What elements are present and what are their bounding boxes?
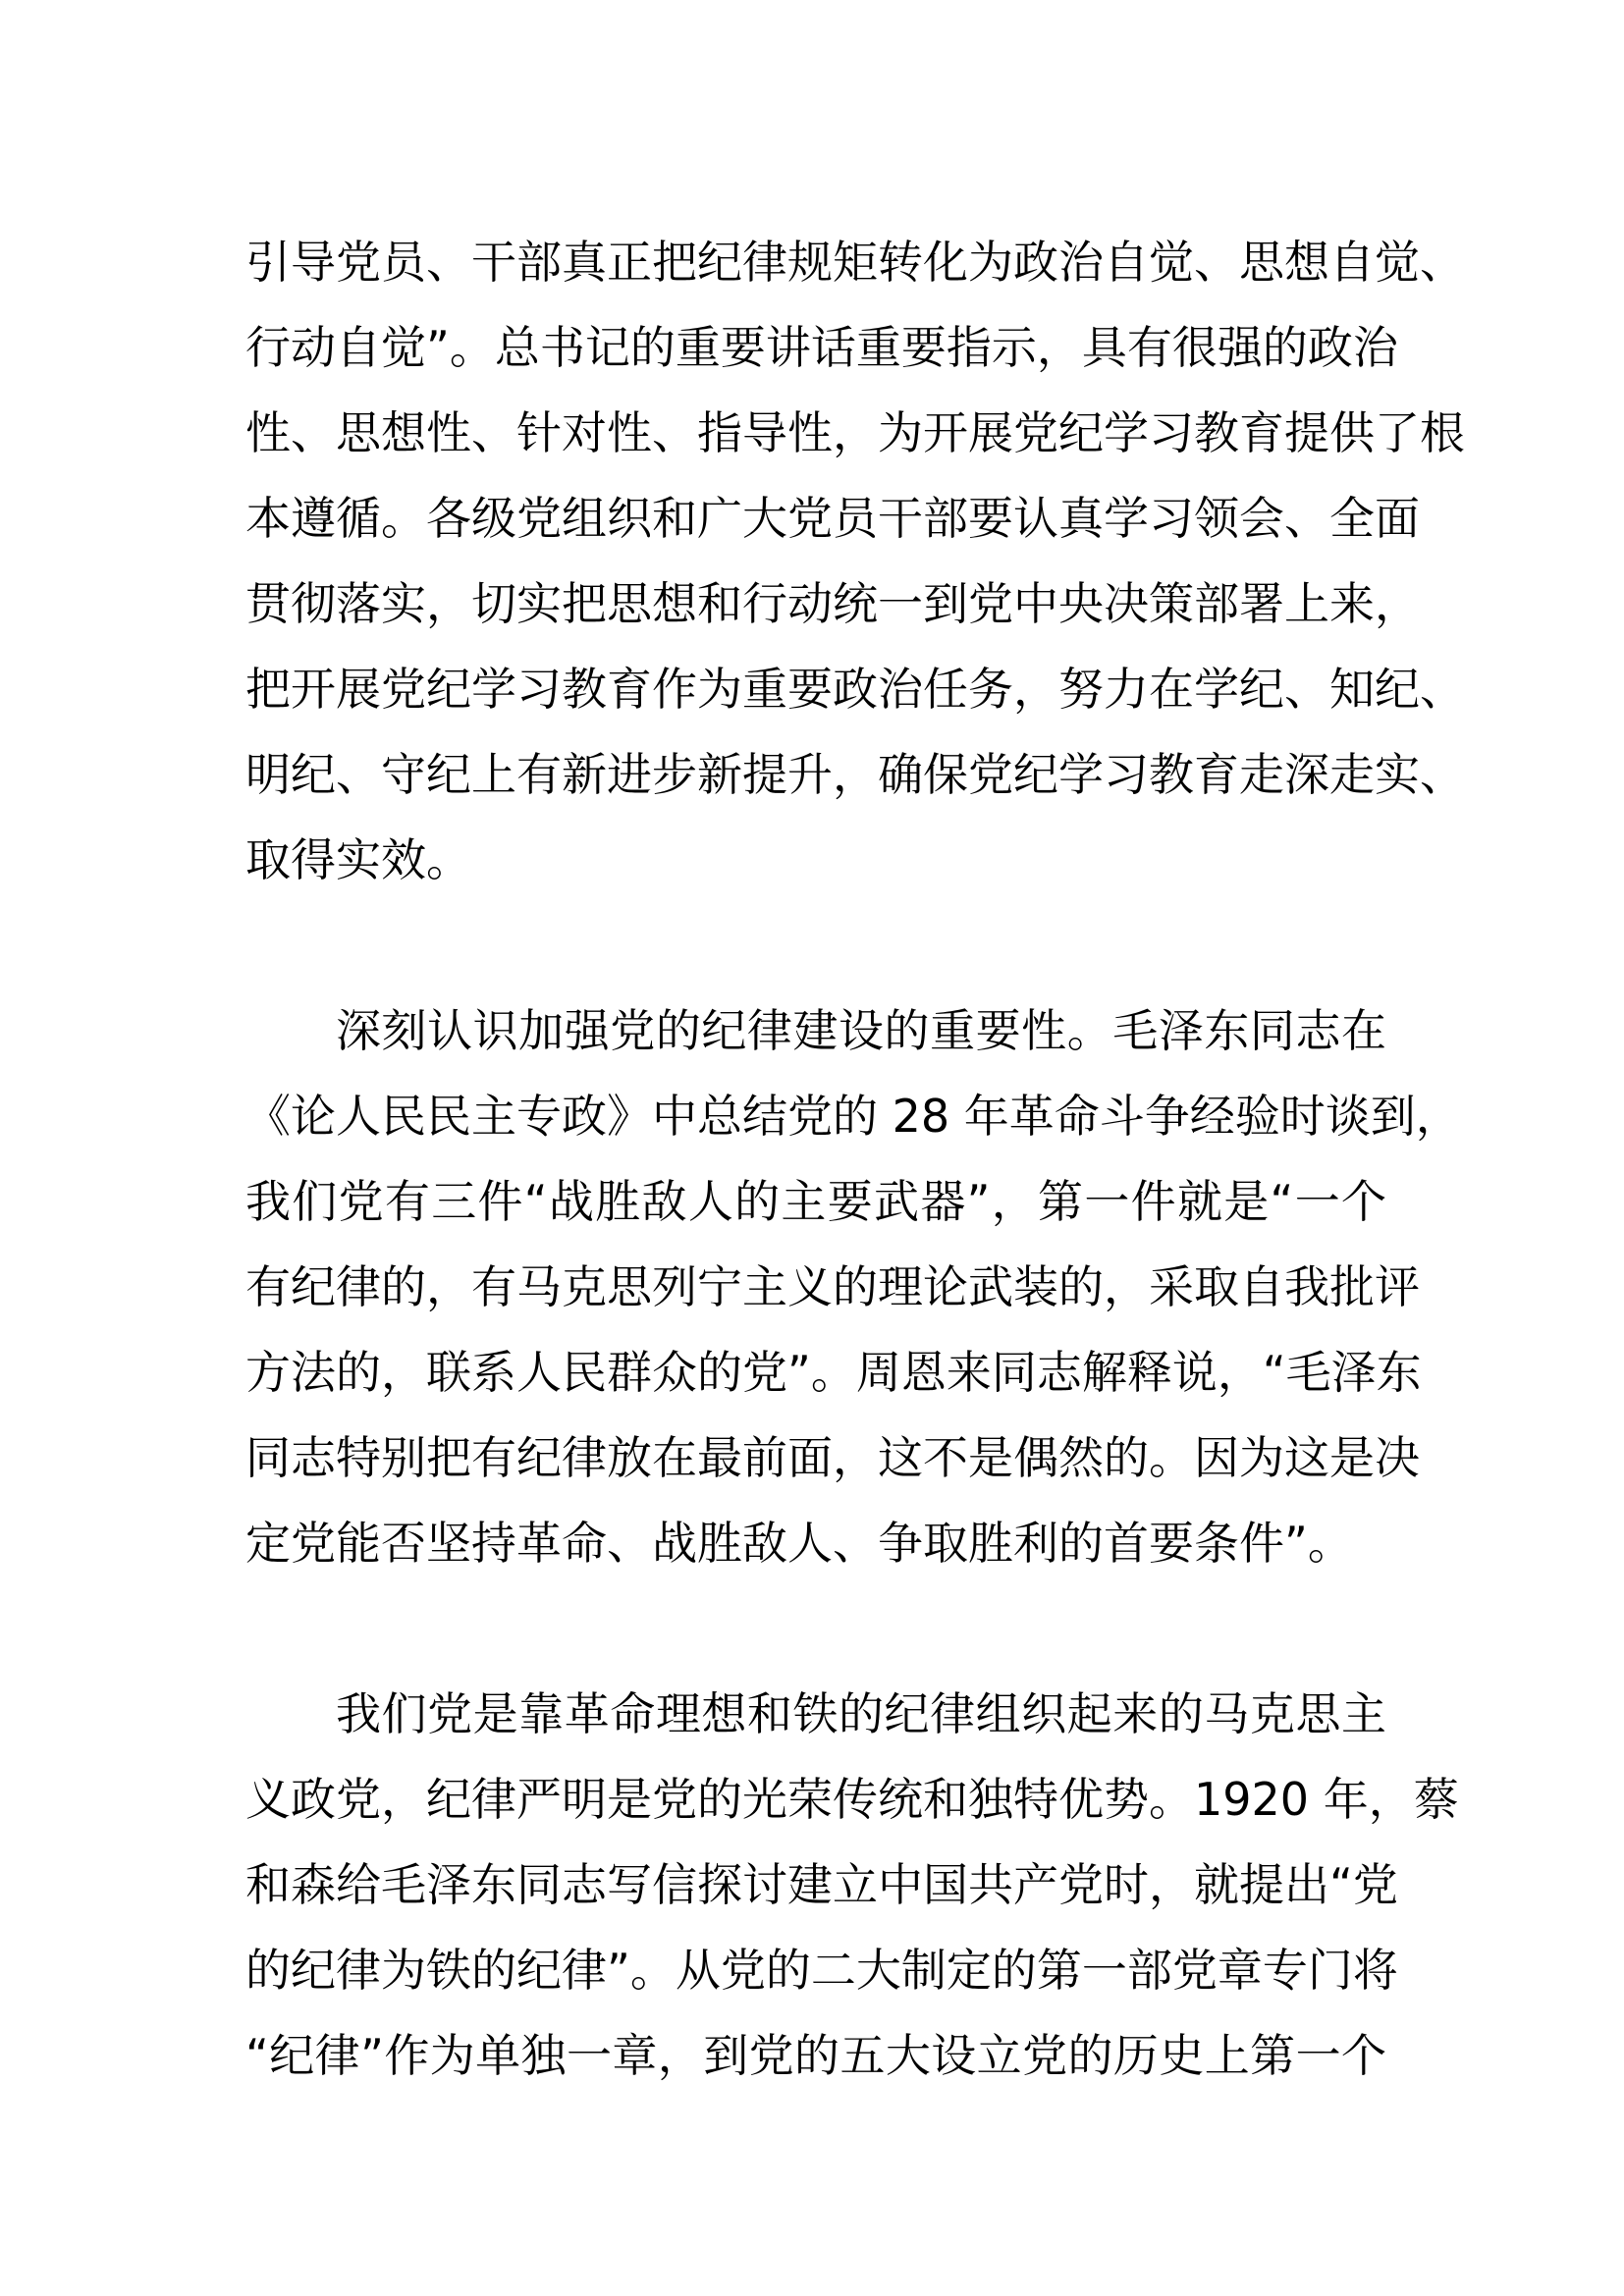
paragraph: [245, 220, 1465, 903]
text-line: 方法的，联系人民群众的党”。周恩来同志解释说，“毛泽东: [245, 1346, 1422, 1399]
text-line: 我们党有三件“战胜敌人的主要武器”，第一件就是“一个: [245, 1175, 1386, 1228]
text-line: 贯彻落实，切实把思想和行动统一到党中央决策部署上来，: [245, 577, 1420, 630]
text-line: 性、思想性、针对性、指导性，为开展党纪学习教育提供了根: [245, 406, 1465, 459]
text-line: 和森给毛泽东同志写信探讨建立中国共产党时，就提出“党: [245, 1858, 1398, 1911]
text-line: 行动自觉”。总书记的重要讲话重要指示，具有很强的政治: [245, 321, 1398, 374]
text-line: 引导党员、干部真正把纪律规矩转化为政治自觉、思想自觉、: [245, 236, 1465, 289]
text-line: 明纪、守纪上有新进步新提升，确保党纪学习教育走深走实、: [245, 748, 1465, 801]
document-body: [245, 220, 1465, 2184]
paragraph: [245, 988, 1461, 1586]
text-line: 我们党是靠革命理想和铁的纪律组织起来的马克思主: [336, 1687, 1386, 1740]
text-line: 有纪律的，有马克思列宁主义的理论武装的，采取自我批评: [245, 1260, 1420, 1313]
text-line: 取得实效。: [245, 833, 471, 886]
paragraph: [245, 1672, 1459, 2099]
text-line: 《论人民民主专政》中总结党的 28 年革命斗争经验时谈到，: [245, 1090, 1461, 1143]
text-line: “纪律”作为单独一章，到党的五大设立党的历史上第一个: [245, 2029, 1386, 2082]
text-line: 同志特别把有纪律放在最前面，这不是偶然的。因为这是决: [245, 1431, 1420, 1484]
text-line: 把开展党纪学习教育作为重要政治任务，努力在学纪、知纪、: [245, 663, 1465, 716]
text-line: 的纪律为铁的纪律”。从党的二大制定的第一部党章专门将: [245, 1944, 1398, 1997]
text-line: 深刻认识加强党的纪律建设的重要性。毛泽东同志在: [336, 1004, 1386, 1057]
text-line: 义政党，纪律严明是党的光荣传统和独特优势。1920 年，蔡: [245, 1773, 1459, 1826]
text-line: 定党能否坚持革命、战胜敌人、争取胜利的首要条件”。: [245, 1517, 1353, 1570]
text-line: 本遵循。各级党组织和广大党员干部要认真学习领会、全面: [245, 492, 1420, 545]
